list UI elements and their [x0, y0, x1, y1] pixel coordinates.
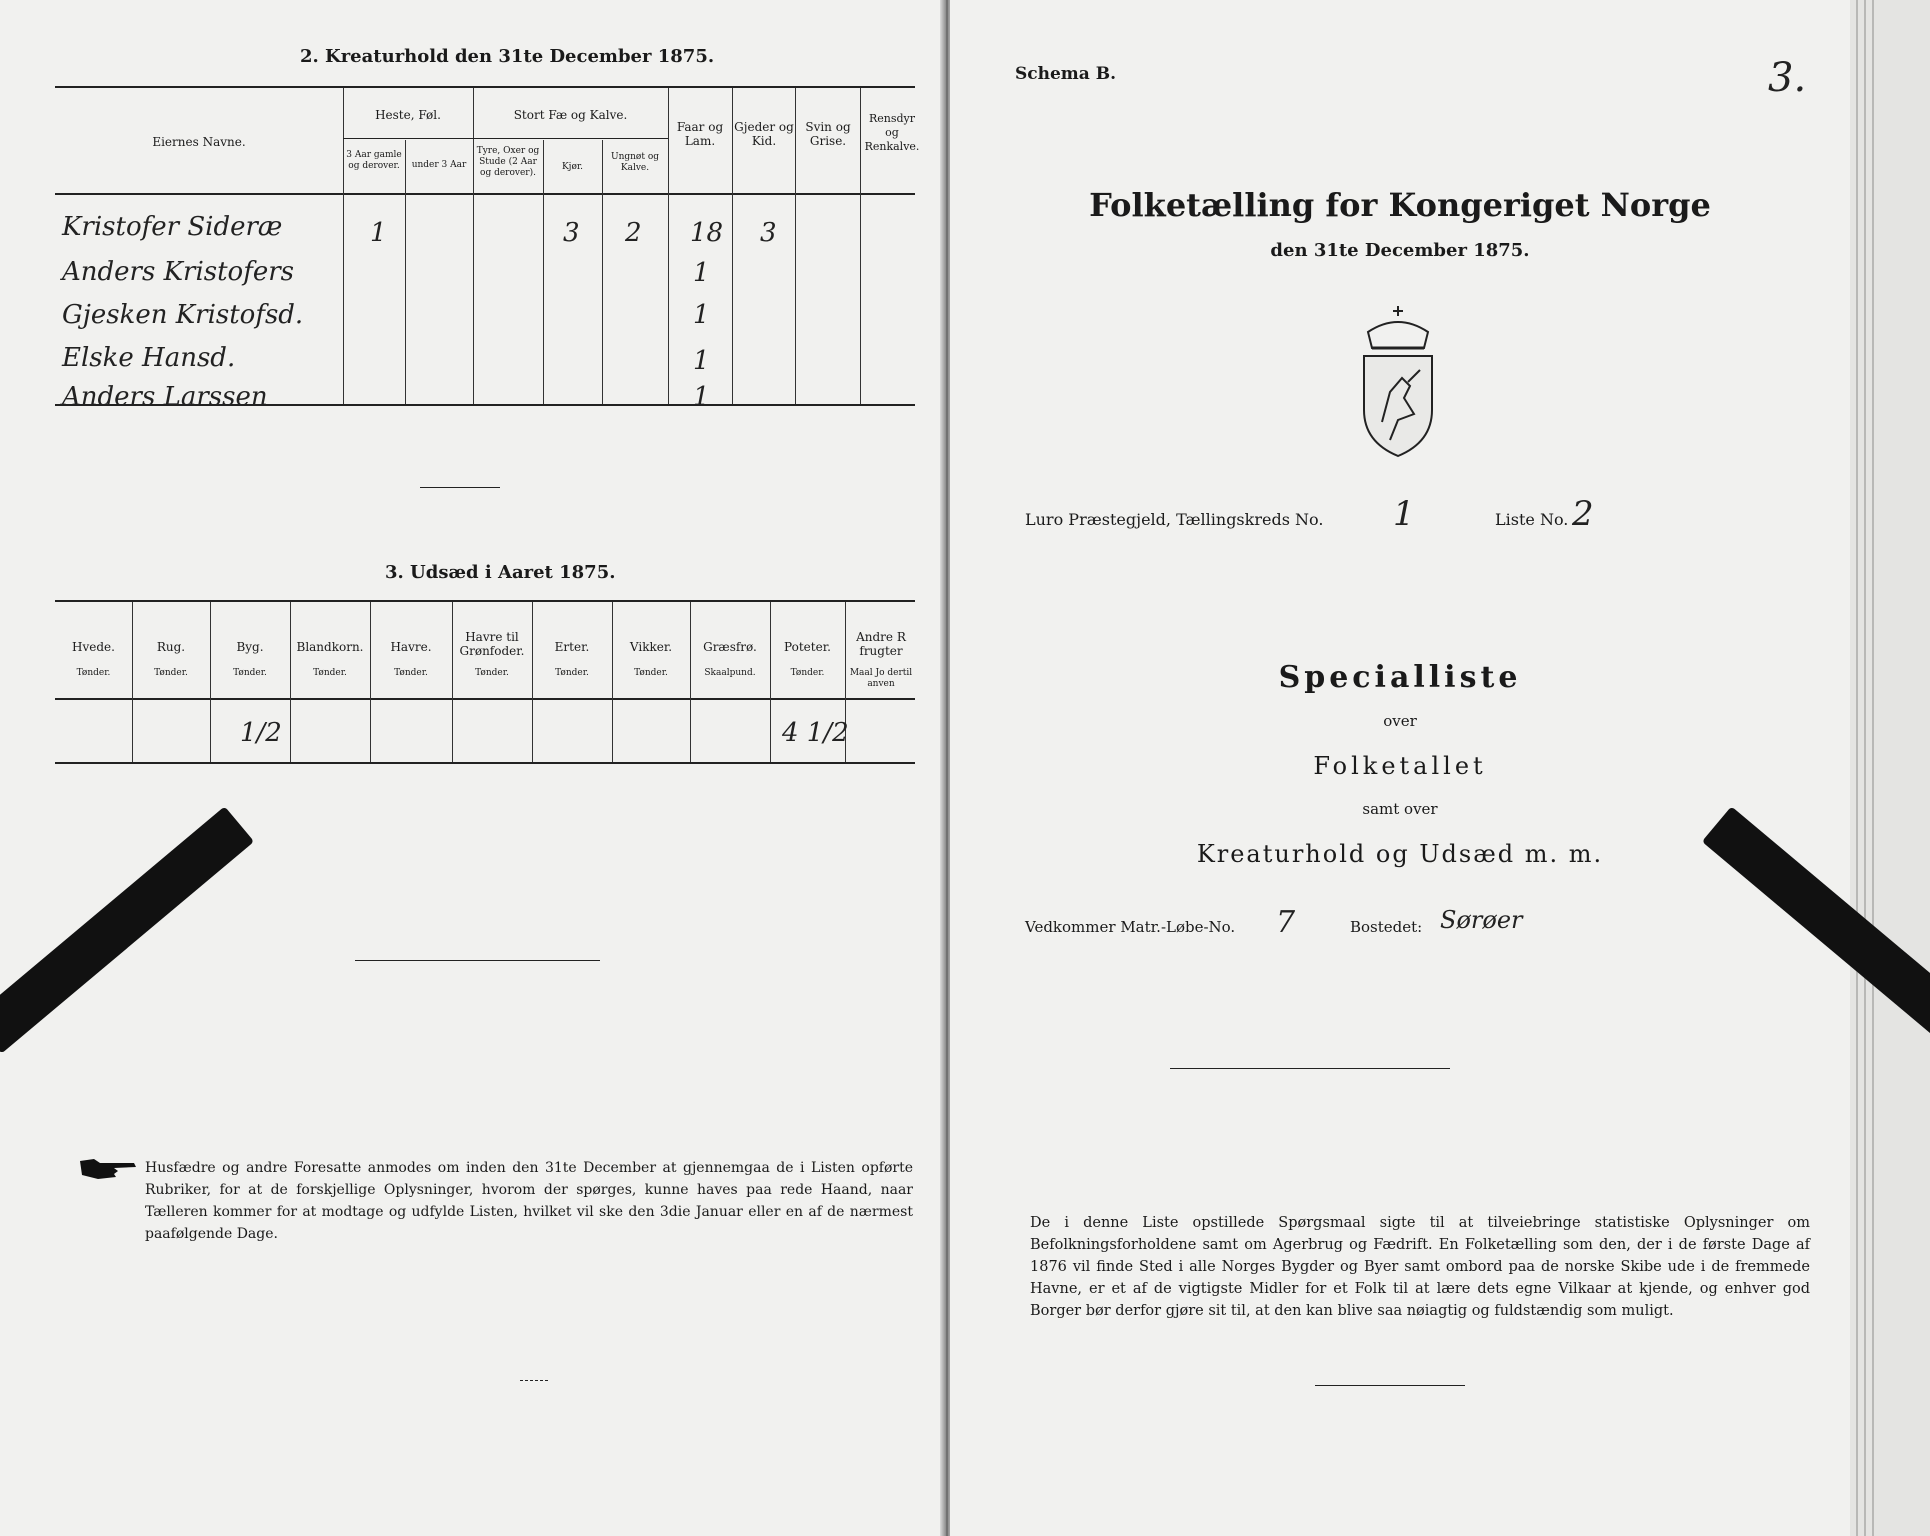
- folketallet-label: Folketallet: [1313, 752, 1487, 780]
- owner-name: Elske Hansd.: [62, 343, 236, 373]
- group-stort-fae: Stort Fæ og Kalve.: [513, 108, 628, 122]
- divider: [1315, 1385, 1465, 1386]
- table-rule: [55, 193, 915, 195]
- liste-label: Liste No.: [1495, 510, 1569, 529]
- col-havre: Havre.: [390, 640, 432, 654]
- unit-label: Skaalpund.: [704, 668, 756, 678]
- table-rule: [55, 762, 915, 764]
- value-gjeder: 3: [760, 218, 777, 248]
- owner-name: Anders Kristofers: [62, 257, 294, 287]
- table-rule: [55, 698, 915, 700]
- col-erter: Erter.: [554, 640, 590, 654]
- matr-number: 7: [1276, 905, 1296, 940]
- coat-of-arms-icon: [1350, 302, 1446, 462]
- sub-ungnot: Ungnøt og Kalve.: [610, 152, 659, 173]
- special-title: Specialliste: [1278, 660, 1522, 695]
- unit-label: Tønder.: [313, 668, 347, 678]
- owner-name: Kristofer Sideræ: [62, 212, 283, 242]
- col-andre: Andre R frugter: [856, 630, 906, 658]
- kreds-number: 1: [1393, 494, 1415, 534]
- col-hvede: Hvede.: [72, 640, 115, 654]
- divider: [1170, 1068, 1450, 1069]
- col-faar: Faar og Lam.: [676, 120, 724, 148]
- footer-text: De i denne Liste opstillede Spørgsmaal sigte til at tilveiebringe statistiske Oplysninger om Befolkningsforholdene samt om Agerbrug og Fædrift. En Folketælling som den, der i de første Dage af 1876 vil finde Sted i alle Norges Bygder og Byer samt ombord paa de norske Skibe ude i de fremmede Havne, er et af de vigtigste Midler for et Folk til at lære dets egne Vilkaar at kjende, og enhver god Borger bør derfor gjøre sit til, at den kan blive saa nøiagtig og fuldstændig som muligt.: [1030, 1215, 1810, 1319]
- over-label: over: [1383, 712, 1417, 730]
- value-heste-old: 1: [370, 218, 387, 248]
- census-date: den 31te December 1875.: [1270, 240, 1530, 261]
- value-poteter: 4 1/2: [782, 718, 849, 748]
- sub-tyre: Tyre, Oxer og Stude (2 Aar og derover).: [476, 146, 540, 178]
- samt-over-label: samt over: [1362, 800, 1438, 818]
- unit-label: Tønder.: [154, 668, 188, 678]
- bosted-value: Sørøer: [1440, 906, 1523, 934]
- notice-text: Husfædre og andre Foresatte anmodes om inden den 31te December at gjennemgaa de i Listen opførte Rubriker, for at de forskjellige Oplysninger, hvorom der spørges, kunne haves paa rede Haand, naar Tælleren kommer for at modtage og udfylde Listen, hvilket vil ske den 3die Januar eller en af de nærmest paafølgende Dage.: [145, 1160, 913, 1242]
- owner-name: Anders Larssen: [62, 382, 268, 412]
- table-rule: [55, 86, 915, 88]
- divider: [420, 487, 500, 488]
- sub-heste-young: under 3 Aar: [411, 160, 467, 170]
- main-title: Folketælling for Kongeriget Norge: [1089, 186, 1711, 224]
- schema-label: Schema B.: [1015, 64, 1117, 84]
- col-owner-name: Eiernes Navne.: [152, 135, 246, 149]
- col-rensdyr: Rensdyr og Renkalve.: [864, 112, 920, 153]
- col-vikker: Vikker.: [629, 640, 673, 654]
- right-page: [950, 0, 1850, 1536]
- value-faar: 1: [693, 300, 710, 330]
- value-faar: 1: [693, 346, 710, 376]
- col-svin: Svin og Grise.: [805, 120, 851, 148]
- divider: [355, 960, 600, 961]
- pointing-hand-icon: [78, 1155, 138, 1181]
- unit-label: Tønder.: [76, 668, 111, 678]
- sub-heste-old: 3 Aar gamle og derover.: [346, 150, 402, 171]
- col-blandkorn: Blandkorn.: [296, 640, 364, 654]
- unit-label: Maal Jo dertil anven: [849, 668, 913, 689]
- unit-label: Tønder.: [475, 668, 509, 678]
- col-graesfro: Græsfrø.: [703, 640, 757, 654]
- unit-label: Tønder.: [555, 668, 589, 678]
- col-rug: Rug.: [156, 640, 186, 654]
- unit-label: Tønder.: [233, 668, 267, 678]
- col-gjeder: Gjeder og Kid.: [734, 120, 794, 148]
- value-faar: 18: [690, 218, 724, 248]
- value-faar: 1: [693, 258, 710, 288]
- matr-label: Vedkommer Matr.-Løbe-No.: [1025, 918, 1236, 936]
- value-kjor: 3: [563, 218, 580, 248]
- value-faar: 1: [693, 382, 710, 412]
- kreaturhold-title: 2. Kreaturhold den 31te December 1875.: [300, 46, 715, 67]
- liste-number: 2: [1572, 494, 1594, 534]
- table-rule: [55, 600, 915, 602]
- col-havre-gronfoder: Havre til Grønfoder.: [459, 630, 525, 658]
- owner-name: Gjesken Kristofsd.: [62, 300, 304, 330]
- kreaturhold-label: Kreaturhold og Udsæd m. m.: [1196, 840, 1604, 868]
- col-poteter: Poteter.: [784, 640, 831, 654]
- sub-kjor: Kjør.: [561, 162, 584, 172]
- page-edge: [1850, 0, 1930, 1536]
- divider: [520, 1380, 548, 1381]
- bosted-label: Bostedet:: [1350, 918, 1423, 936]
- value-byg: 1/2: [240, 718, 282, 748]
- unit-label: Tønder.: [634, 668, 668, 678]
- value-ungnot: 2: [625, 218, 642, 248]
- udsaed-title: 3. Udsæd i Aaret 1875.: [385, 562, 616, 583]
- prestegjeld-label: Luro Præstegjeld, Tællingskreds No.: [1025, 510, 1324, 529]
- group-heste: Heste, Føl.: [375, 108, 441, 122]
- unit-label: Tønder.: [394, 668, 428, 678]
- col-byg: Byg.: [236, 640, 264, 654]
- unit-label: Tønder.: [790, 668, 825, 678]
- left-page: [0, 0, 945, 1536]
- page-number: 3.: [1768, 55, 1807, 101]
